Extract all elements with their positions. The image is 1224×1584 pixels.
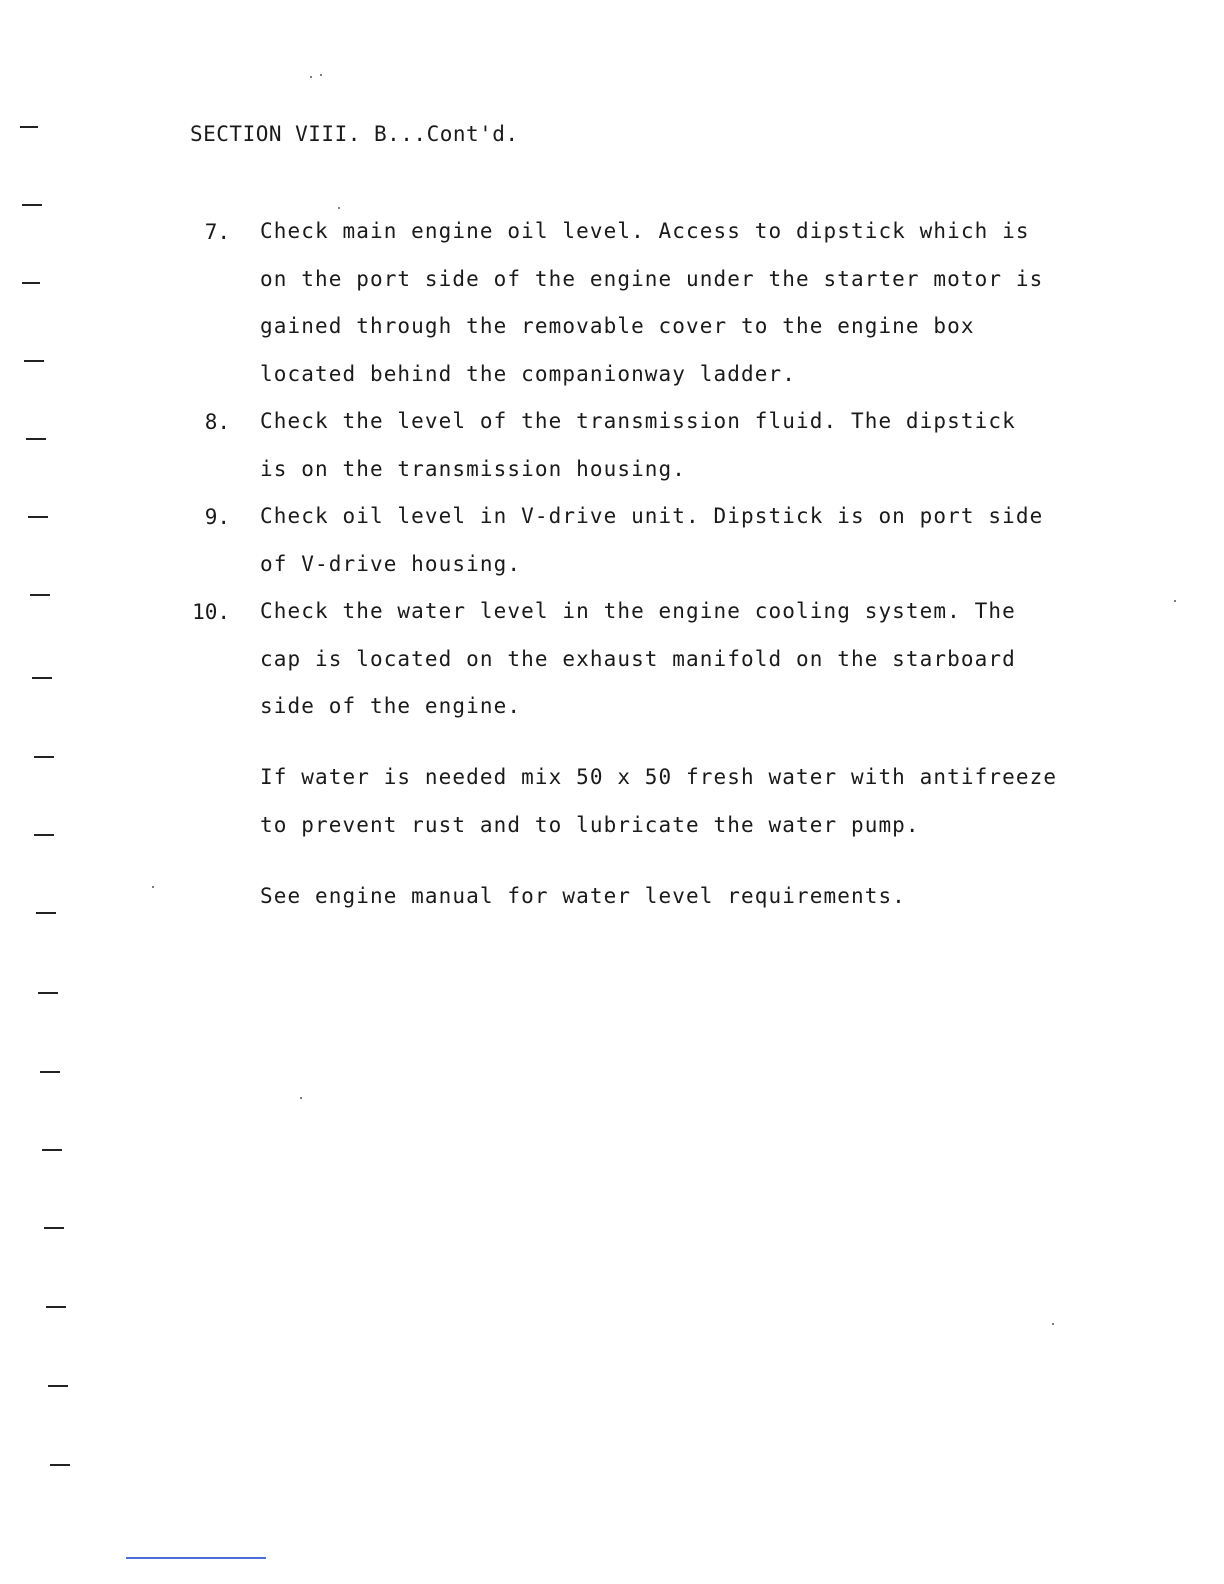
speck (1052, 1323, 1054, 1325)
margin-mark (28, 516, 48, 518)
bottom-rule (126, 1557, 266, 1559)
text-line: side of the engine. (260, 694, 522, 718)
text-line: Check the level of the transmission fluid. The dipstick (260, 409, 1016, 433)
text-line: Check oil level in V-drive unit. Dipstick is on port side (260, 504, 1044, 528)
item-text (260, 588, 1120, 731)
item-number: 9. (204, 505, 230, 529)
margin-mark (46, 1306, 66, 1308)
speck (152, 886, 154, 888)
margin-mark (34, 756, 54, 758)
speck (1174, 600, 1176, 602)
note-paragraph (260, 873, 1120, 921)
section-header: SECTION VIII. B...Cont'd. (190, 122, 519, 146)
margin-mark (50, 1464, 70, 1466)
margin-mark (24, 360, 44, 362)
text-line: See engine manual for water level requirements. (260, 884, 906, 908)
margin-mark (20, 126, 38, 128)
margin-mark (42, 1149, 62, 1151)
note-paragraph (260, 754, 1120, 849)
margin-mark (26, 438, 46, 440)
margin-mark (38, 992, 58, 994)
item-number: 7. (204, 220, 230, 244)
text-line: to prevent rust and to lubricate the water pump. (260, 812, 920, 837)
item-text (260, 208, 1120, 398)
margin-mark (32, 677, 52, 679)
margin-mark (22, 204, 42, 206)
margin-mark (44, 1227, 64, 1229)
speck (338, 207, 340, 209)
text-line: is on the transmission housing. (260, 456, 687, 481)
margin-mark (48, 1385, 68, 1387)
item-number: 8. (204, 410, 230, 434)
text-line: of V-drive housing. (260, 551, 522, 576)
text-line: on the port side of the engine under the starter motor is (260, 266, 1044, 291)
text-line: Check the water level in the engine cooling system. The (260, 599, 1016, 623)
margin-mark (34, 834, 54, 836)
item-number: 10. (192, 600, 230, 624)
text-line: gained through the removable cover to the engine box (260, 314, 975, 338)
speck (310, 76, 312, 78)
text-line: Check main engine oil level. Access to dipstick which is (260, 219, 1030, 243)
text-line: located behind the companionway ladder. (260, 361, 796, 386)
text-line: If water is needed mix 50 x 50 fresh water with antifreeze (260, 765, 1058, 789)
margin-mark (30, 594, 50, 596)
margin-mark (22, 282, 40, 284)
speck (320, 74, 322, 76)
item-text (260, 398, 1120, 493)
margin-mark (36, 912, 56, 914)
margin-mark (40, 1071, 60, 1073)
text-line: cap is located on the exhaust manifold on the starboard (260, 646, 1016, 671)
item-text (260, 493, 1120, 588)
speck (300, 1097, 302, 1099)
